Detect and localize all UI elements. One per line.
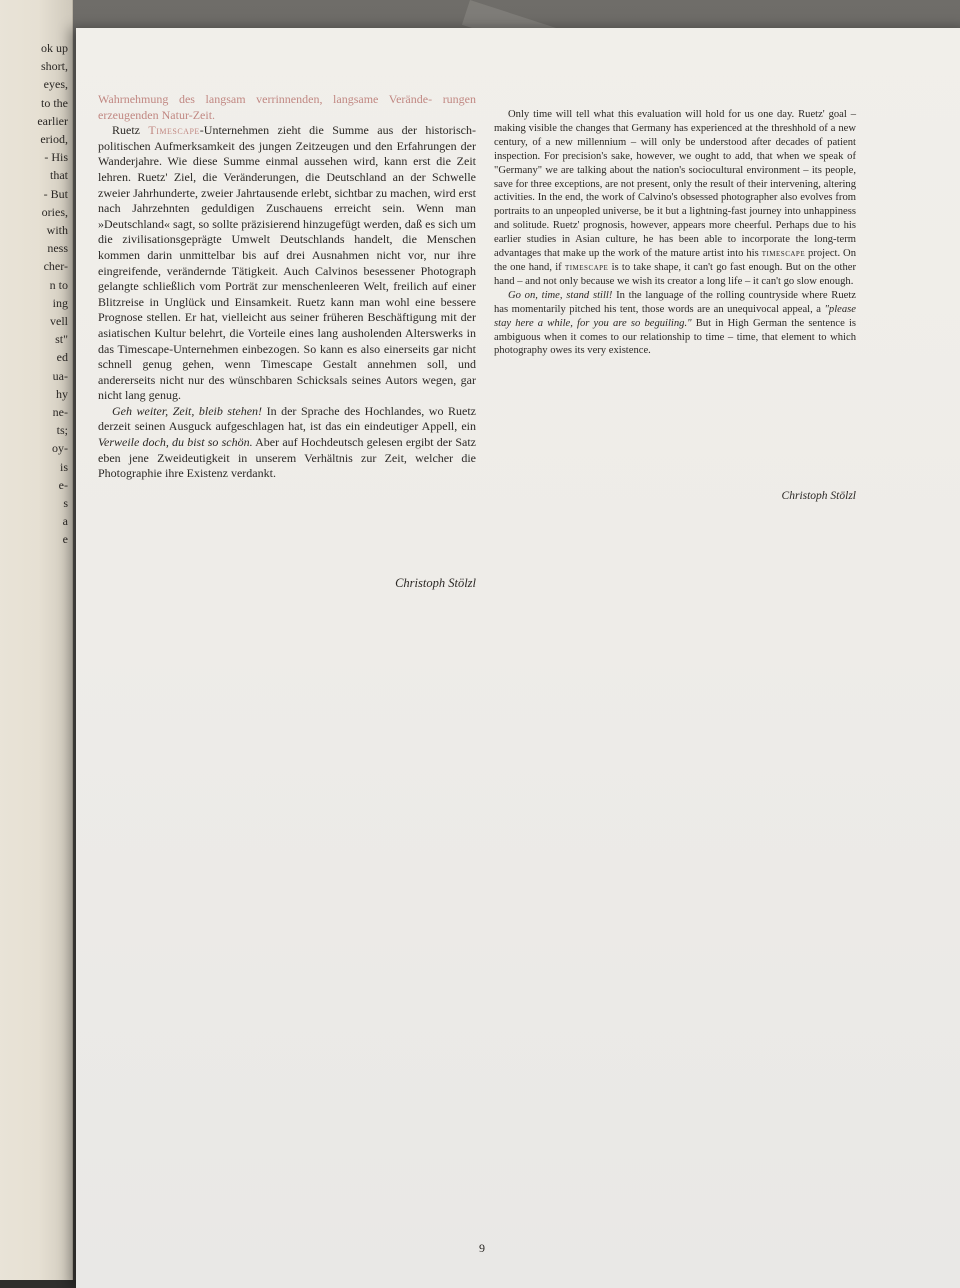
faded-line: Wahrnehmung des langsam verrinnenden, langsame Verände-	[98, 92, 433, 106]
left-page-text-fragment: eriod,	[40, 132, 68, 146]
left-page-text-fragment: ts;	[56, 423, 68, 438]
left-page-text-fragment: to the	[41, 95, 68, 110]
left-page-text-fragment: ed	[56, 350, 68, 365]
left-page-text-fragment: ness	[47, 241, 68, 256]
text-run: is to take shape, it can't go fast enough. But on the other hand – and not only because we wish its creator a long life – it can't go slow enough.	[494, 261, 857, 287]
left-page-text-fragment: a	[62, 514, 68, 529]
faded-line: rungen erzeugenden Natur-Zeit.	[98, 92, 477, 122]
left-page-text-fragment: ok up	[41, 41, 68, 55]
left-page-text-fragment: vell	[50, 314, 68, 328]
text-run: But in High German the sentence is ambiguous when it comes to our relationship to time – time, that element to which photography owes its very existence.	[494, 317, 857, 357]
english-paragraph-2	[494, 289, 856, 359]
text-run: Ruetz	[112, 123, 140, 138]
left-page-text-fragment: eyes,	[43, 77, 68, 92]
italic-quote: Verweile doch, du bist so schön.	[98, 435, 253, 450]
left-page-text-fragment: - But	[43, 186, 68, 201]
german-paragraph-2	[98, 404, 476, 482]
english-column	[494, 108, 856, 358]
text-run: Only time will tell what this evaluation will hold for us one day. Ruetz' goal – making visible the changes that Germany has experienced at the threshhold of a new century, of a new millennium – will only be understood after decades of patient inspection. For precision's sake, however, we ought to add, that when we speak of "Germany" we are talking about the nation's sociocultural environment – its people, save for three exceptions, are not present, only the result of their intervening, altering activities. In the end, the work of Calvino's obsessed photographer also evolves from portraits to an unpeopled universe, be it but a lightning-fast journey into unhappiness and solitude. Ruetz' prognosis, however, appears more cheerful. Perhaps due to his earlier studies in Asian culture, he has been able to incorporate the long-term advantages that make up the work of the mature artist into his	[494, 109, 856, 260]
left-page-text-fragment: s	[63, 496, 68, 510]
page-number: 9	[479, 1241, 485, 1255]
left-page-text-fragment: - His	[44, 150, 68, 165]
german-column	[98, 92, 476, 482]
left-page-text-fragment: e-	[58, 477, 68, 492]
left-page-text-fragment: earlier	[37, 113, 68, 128]
left-page-text-fragment: short,	[41, 59, 68, 74]
left-page-text-fragment: n to	[49, 277, 68, 292]
left-page-text-fragment: st"	[55, 332, 68, 347]
left-page-text-fragment: oy-	[52, 441, 68, 456]
author-signature: Christoph Stölzl	[395, 576, 476, 590]
left-page-text-fragment: cher-	[43, 259, 68, 274]
text-run: In the language of the rolling countryside where Ruetz has momentarily pitched his tent, those words are an unequivocal appeal, a	[494, 289, 856, 315]
italic-quote: Go on, time, stand still!	[508, 289, 613, 301]
english-paragraph-1	[494, 108, 856, 289]
smallcaps-term: Timescape	[148, 123, 200, 138]
german-paragraph-1	[98, 123, 476, 404]
left-page-text-fragment: hy	[56, 386, 68, 401]
left-page-text-fragment: is	[59, 459, 68, 474]
left-page-text-fragment: with	[46, 223, 68, 237]
italic-quote: Geh weiter, Zeit, bleib stehen!	[112, 403, 263, 418]
left-page-text-fragment: e	[62, 532, 68, 547]
text-run: project. On the one hand, if	[494, 248, 856, 273]
text-run: In der Sprache des Hochlandes, wo Ruetz derzeit seinen Ausguck aufgeschlagen hat, ist das ein eindeutiger Appell, ein	[98, 403, 476, 434]
text-run: Aber auf Hochdeutsch gelesen ergibt der Satz eben jene Zweideutigkeit in unserem Verhältnis zur Zeit, welcher die Photographie ihre Existenz verdankt.	[98, 435, 476, 481]
left-facing-page	[0, 0, 73, 1280]
smallcaps-term: timescape	[564, 261, 609, 273]
book-page	[76, 28, 960, 1288]
left-page-text-fragment: ne-	[52, 405, 68, 419]
left-page-text-fragment: ua-	[52, 368, 68, 383]
faded-paragraph	[98, 92, 476, 123]
author-signature: Christoph Stölzl	[781, 490, 856, 502]
smallcaps-term: timescape	[761, 248, 806, 260]
left-page-text-fragment: that	[50, 168, 68, 183]
italic-quote: "please stay here a while, for you are so beguiling."	[494, 303, 856, 329]
left-page-text-fragment: ories,	[41, 204, 68, 219]
left-page-text-fragment: ing	[52, 295, 68, 310]
text-run: -Unternehmen zieht die Summe aus der historisch-politischen Aufmerksamkeit des jungen Zeitzeugen und den Erfahrungen der Wanderjahre. Wie diese Summe einmal aussehen wird, kann erst die Zeit lehren. Ruetz' Ziel, die Veränderungen, die Deutschland an der Schwelle zweier Jahrhunderte, zweier Jahrtausende erlebt, sichtbar zu machen, wird erst nach Jahrzehnten geduldigen Zuschauens erreicht sein. Wenn man »Deutschland« sagt, so sollte präzisierend hinzugefügt werden, daß es sich um die zivilisationsgeprägte Umwelt Deutschlands handelt, die Menschen kommen darin unmittelbar bis auf drei Ausnahmen nicht vor, nur ihre eingreifende, verändernde Tätigkeit. Auch Calvinos besessener Photograph gelangte schließlich vom Porträt zur menschenleeren Welt, freilich auf einer Blitzreise in Unglück und Einsamkeit. Ruetz kann man wohl eine bessere Prognose stellen. Er hat, vielleicht aus seiner früheren Beschäftigung mit der asiatischen Kultur belehrt, die Vorteile eines lang ausholenden Alterswerks in das Timescape-Unternehmen einbezogen. So kann es also einerseits gar nicht schnell genug gehen, wenn Timescape Gestalt annehmen soll, und andererseits nicht nur des wünschbaren Schicksals seines Autors wegen, gar nicht lang genug.	[98, 123, 477, 403]
